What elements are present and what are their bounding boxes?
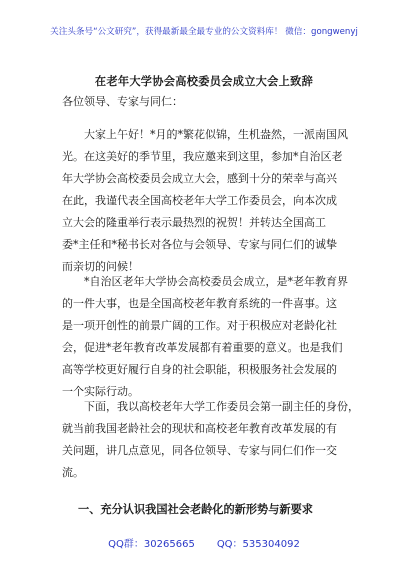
paragraph-2 [62,271,352,403]
paragraph-line: 下面，我以高校老年大学工作委员会第一副主任的身份， [62,400,359,413]
paragraph-line: 大家上午好！*月的*繁花似锦，生机盎然，一派南国风 [62,128,348,141]
paragraph-line: 一个实际行动。 [62,385,139,398]
paragraph-line: *自治区老年大学协会高校委员会成立，是*老年教育界 [62,275,348,288]
paragraph-line: 在此，我谨代表全国高校老年大学工作委员会，向本次成 [62,194,337,207]
qq-group-text: QQ群：30265665 [108,539,195,550]
paragraph-3 [62,396,359,484]
salutation [62,91,352,113]
paragraph-1 [62,124,352,278]
paragraph-line: 立大会的隆重举行表示最热烈的祝贺！并转达全国高工 [62,216,326,229]
paragraph-line: 关问题，讲几点意见，同各位领导、专家与同仁们作一交 [62,444,337,457]
paragraph-line: 就当前我国老龄社会的现状和高校老年教育改革发展的有 [62,422,337,435]
paragraph-line: 年大学协会高校委员会成立大会，感到十分的荣幸与高兴 [62,172,337,185]
section-heading: 一、充分认识我国社会老龄化的新形势与新要求 [78,502,313,516]
paragraph-line: 光。在这美好的季节里，我应邀来到这里，参加*自治区老 [62,150,343,163]
qq-number-text: QQ：535304092 [216,539,300,550]
paragraph-line: 高等学校更好履行自身的社会职能，积极服务社会发展的 [62,363,337,376]
footer-contact [0,535,408,550]
document-title: 在老年大学协会高校委员会成立大会上致辞 [94,74,314,88]
paragraph-line: 而亲切的问候！ [62,260,139,273]
paragraph-line: 会，促进*老年教育改革发展都有着重要的意义。也是我们 [62,341,343,354]
salutation-text: 各位领导、专家与同仁： [62,95,183,108]
paragraph-line: 的一件大事，也是全国高校老年教育系统的一件喜事。这 [62,297,337,310]
paragraph-line: 流。 [62,466,84,479]
paragraph-line: 委*主任和*秘书长对各位与会领导、专家与同仁们的诚挚 [62,238,337,251]
paragraph-line: 是一项开创性的前景广阔的工作。对于积极应对老龄化社 [62,319,337,332]
header-note: 关注头条号“公文研究”，获得最新最全最专业的公文资料库！ 微信：gongwenyj [50,27,358,37]
